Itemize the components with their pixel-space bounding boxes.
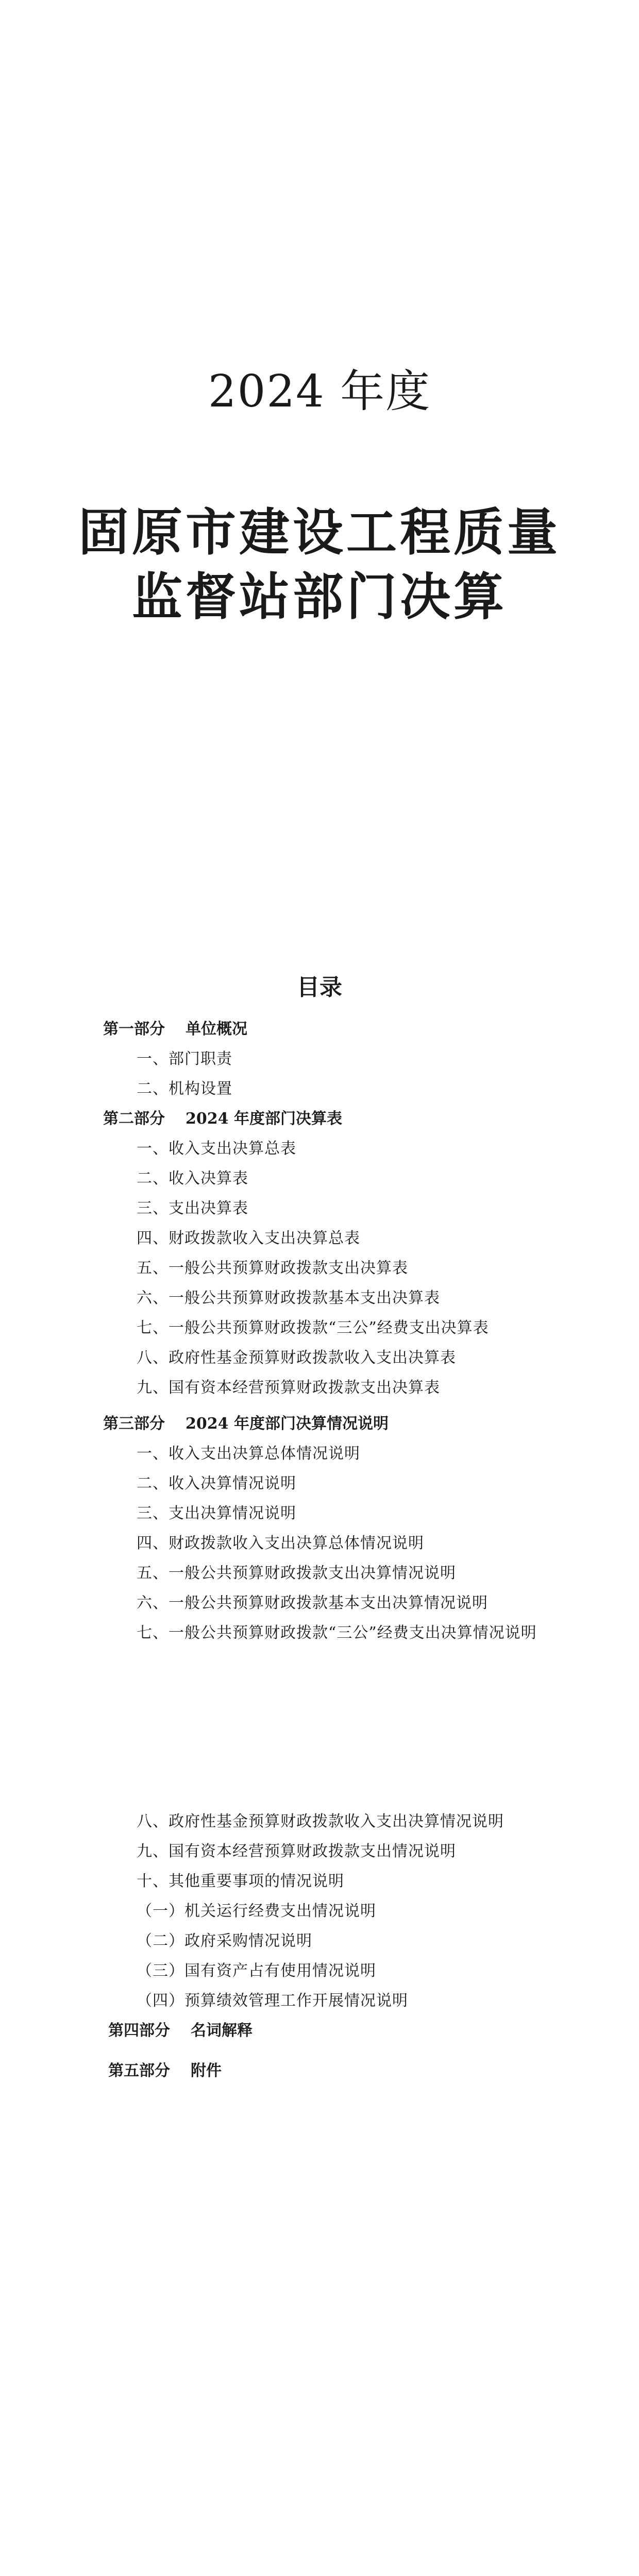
toc-part1-heading bbox=[103, 1016, 247, 1039]
toc-item: （四）预算绩效管理工作开展情况说明 bbox=[137, 1992, 408, 2010]
toc-part2-heading bbox=[103, 1106, 342, 1128]
toc-item: 四、财政拨款收入支出决算总体情况说明 bbox=[137, 1534, 424, 1552]
toc-item: 三、支出决算情况说明 bbox=[137, 1504, 296, 1522]
cover-year-title: 2024 年度 bbox=[208, 366, 431, 417]
toc-item: 六、一般公共预算财政拨款基本支出决算情况说明 bbox=[137, 1594, 488, 1612]
toc-item: 六、一般公共预算财政拨款基本支出决算表 bbox=[137, 1289, 440, 1307]
part-name: 附件 bbox=[191, 2062, 222, 2080]
toc-item: 一、收入支出决算总表 bbox=[137, 1140, 296, 1158]
part-label: 第二部分 bbox=[103, 1110, 165, 1128]
toc-item: 四、财政拨款收入支出决算总表 bbox=[137, 1229, 360, 1247]
toc-part4-heading bbox=[108, 2018, 253, 2040]
cover-title-line-1: 固原市建设工程质量 bbox=[78, 503, 561, 562]
toc-item: 二、机构设置 bbox=[137, 1080, 232, 1098]
toc-item: 二、收入决算情况说明 bbox=[137, 1475, 296, 1493]
toc-title: 目录 bbox=[297, 974, 342, 1001]
part-label: 第一部分 bbox=[103, 1020, 165, 1038]
toc-item: 八、政府性基金预算财政拨款收入支出决算情况说明 bbox=[137, 1812, 504, 1831]
toc-item: 五、一般公共预算财政拨款支出决算情况说明 bbox=[137, 1564, 456, 1582]
toc-item: 三、支出决算表 bbox=[137, 1199, 248, 1217]
toc-item: （三）国有资产占有使用情况说明 bbox=[137, 1962, 376, 1980]
part-label: 第四部分 bbox=[108, 2022, 170, 2040]
toc-item: 九、国有资本经营预算财政拨款支出情况说明 bbox=[137, 1842, 456, 1860]
toc-item: （一）机关运行经费支出情况说明 bbox=[137, 1902, 376, 1920]
part-name: 单位概况 bbox=[186, 1020, 247, 1038]
part-label: 第五部分 bbox=[108, 2062, 170, 2080]
part-name: 2024 年度部门决算表 bbox=[186, 1110, 342, 1128]
cover-title-line-2: 监督站部门决算 bbox=[131, 567, 507, 626]
toc-item: 七、一般公共预算财政拨款“三公”经费支出决算情况说明 bbox=[137, 1624, 537, 1642]
toc-item: （二）政府采购情况说明 bbox=[137, 1932, 312, 1950]
toc-item: 一、部门职责 bbox=[137, 1050, 232, 1068]
toc-item: 二、收入决算表 bbox=[137, 1170, 248, 1188]
toc-item: 七、一般公共预算财政拨款“三公”经费支出决算表 bbox=[137, 1319, 489, 1337]
toc-item: 一、收入支出决算总体情况说明 bbox=[137, 1445, 360, 1463]
part-label: 第三部分 bbox=[103, 1415, 165, 1433]
part-name: 名词解释 bbox=[191, 2022, 253, 2040]
toc-part5-heading bbox=[108, 2058, 222, 2080]
toc-item: 十、其他重要事项的情况说明 bbox=[137, 1872, 344, 1890]
toc-item: 五、一般公共预算财政拨款支出决算表 bbox=[137, 1259, 408, 1277]
toc-item: 八、政府性基金预算财政拨款收入支出决算表 bbox=[137, 1349, 456, 1367]
toc-part3-heading bbox=[103, 1411, 389, 1433]
toc-item: 九、国有资本经营预算财政拨款支出决算表 bbox=[137, 1379, 440, 1397]
part-name: 2024 年度部门决算情况说明 bbox=[186, 1415, 389, 1433]
